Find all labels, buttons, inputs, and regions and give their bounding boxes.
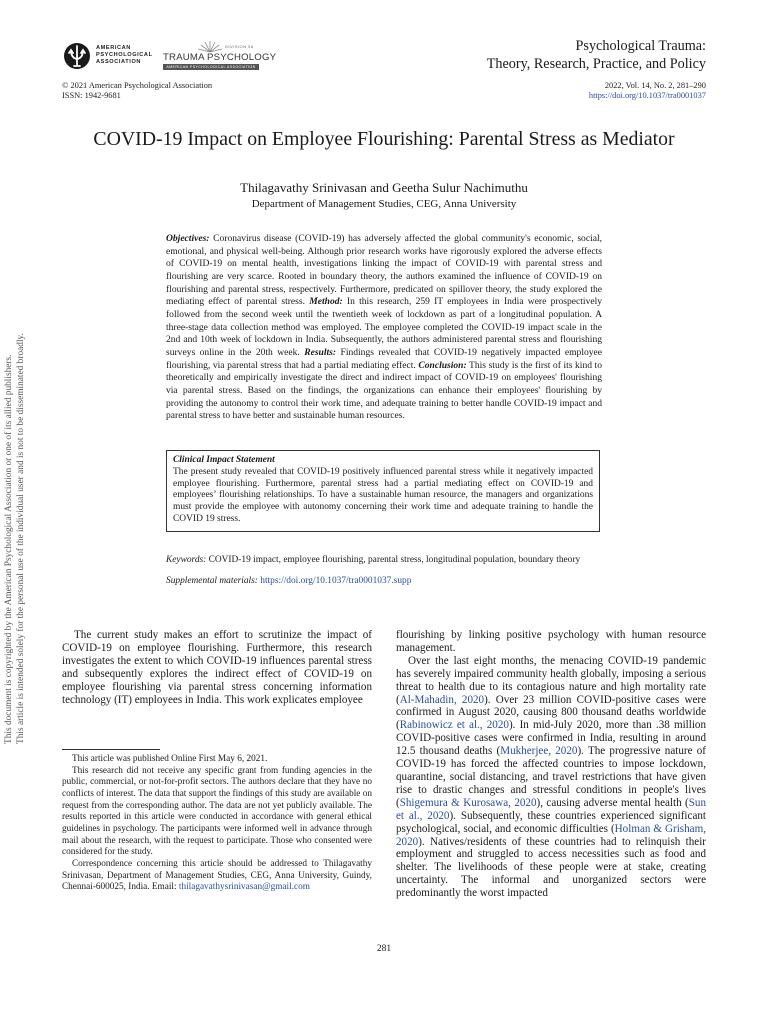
copyright-block: [62, 81, 212, 100]
body-paragraph: flourishing by linking positive psychology with human resource management.: [396, 629, 706, 654]
footnote-online-first: This article was published Online First May 6, 2021.: [72, 754, 268, 764]
correspondence-text: Correspondence concerning this article should be addressed to Thilagavathy Srinivasan, Department of Management Studies, CEG, Anna University, Guindy, Chennai-600025, India. Email:: [62, 858, 372, 893]
footnote-funding: This research did not receive any specific grant from funding agencies in the public, commercial, or not-for-profit sectors. The authors declare that they have no conflicts of interest. The data that support the findings of this study are available on request from the corresponding author. The data are not yet publicly available. The results reported in this article were conducted in accordance with general ethical guidelines in psychology. The participants were informed well in advance through mail about the research, with the request to participate. Those who consented were considered for the study.: [62, 765, 372, 858]
citation-link[interactable]: Al-Mahadin, 2020: [399, 693, 485, 706]
results-label: Results:: [304, 346, 337, 358]
keywords-text: COVID-19 impact, employee flourishing, parental stress, longitudinal population, boundary theory: [208, 555, 581, 565]
affiliation: Department of Management Studies, CEG, Anna University: [251, 198, 517, 210]
clinical-impact-title: Clinical Impact Statement: [173, 455, 275, 465]
apa-logo-line: PSYCHOLOGICAL: [96, 52, 153, 58]
supplemental-materials: [166, 575, 411, 587]
objectives-label: Objectives:: [166, 233, 210, 244]
footnote-divider: [62, 749, 160, 750]
trauma-logo-bar: AMERICAN PSYCHOLOGICAL ASSOCIATION: [163, 64, 259, 70]
trauma-logo-name: TRAUMA PSYCHOLOGY: [163, 52, 277, 63]
side-notice-line: This article is intended solely for the personal use of the individual user and is not to be disseminated broadly.: [16, 333, 27, 744]
body-text: ). In mid-July 2020, more than .38 million COVID-positive cases were confirmed in India, resulting in around 12.5 thousand deaths (: [396, 719, 707, 758]
body-column-right: [396, 629, 706, 900]
page-number: 281: [376, 944, 392, 954]
abstract: [166, 233, 602, 423]
apa-emblem-icon: [62, 42, 92, 70]
objectives-text: Coronavirus disease (COVID-19) has adversely affected the global community's economic, social, emotional, and physical well-being. Although prior research works have rigorously explored the adverse effects of COVID-19 on mental health, investigations linking the impact of COVID-19 with parental stress and flourishing are very scarce. Rooted in boundary theory, the authors examined the influence of COVID-19 on flourishing and parental stress, respectively. Furthermore, predicated on spillover theory, the study explored the mediating effect of parental stress.: [166, 233, 602, 308]
apa-logo-line: ASSOCIATION: [96, 59, 142, 65]
body-text: ), causing adverse mental health (: [536, 796, 689, 809]
conclusion-text: This study is the first of its kind to theoretically and empirically investigate the direct and indirect impact of COVID-19 on employees' flourishing via parental stress. Based on the findings, the organizations can enhance their employees' flourishing by providing the autonomy to control their work time, and adequate training to better handle COVID-19 impact and parental stress to have better and sustainable human resources.: [166, 359, 602, 422]
body-text: ). Natives/residents of these countries had to relinquish their employment and struggled to access necessities such as food and shelter. The livelihoods of these people were at stake, creating uncertainty. The informal and unorganized sectors were predominantly the worst impacted: [396, 835, 706, 900]
citation-link[interactable]: Sun et al., 2020: [396, 796, 707, 822]
sunburst-icon: [197, 40, 223, 52]
footnote-correspondence: [62, 859, 372, 894]
apa-logo-line: AMERICAN: [96, 45, 131, 51]
author-email-link[interactable]: thilagavathysrinivasan@gmail.com: [178, 882, 310, 893]
clinical-impact-box: [166, 450, 600, 532]
apa-logo: [62, 42, 162, 70]
body-text: ). Subsequently, these countries experienced significant psychological, social, and economic difficulties (: [396, 809, 706, 835]
body-text: Over the last eight months, the menacing COVID-19 pandemic has severely impaired community health globally, imposing a serious threat to health due to its contagious nature and high mortality rate (: [396, 654, 706, 706]
journal-title-line: Theory, Research, Practice, and Policy: [486, 56, 706, 72]
body-paragraph: [396, 655, 706, 900]
keywords-label: Keywords:: [166, 555, 207, 565]
side-notice-line: This document is copyrighted by the American Psychological Association or one of its allied publishers.: [4, 354, 14, 744]
issue-text: 2022, Vol. 14, No. 2, 281–290: [604, 81, 706, 90]
body-text: ). Over 23 million COVID-positive cases were confirmed in August 2020, causing 800 thousand deaths worldwide (: [396, 693, 706, 732]
citation-link[interactable]: Rabinowicz et al., 2020: [399, 719, 509, 732]
clinical-impact-text: The present study revealed that COVID-19 positively influenced parental stress while it negatively impacted employee flourishing. Furthermore, parental stress had a partial mediating effect on COVID-19 and employees’ flourishing relationships. To have a sustainable human resource, the managers and organizations must provide the employee with autonomy concerning their work time and adequate training to handle the COVID 19 stress.: [173, 466, 593, 524]
body-column-left: [62, 629, 372, 706]
issue-block: [589, 81, 706, 100]
authors: Thilagavathy Srinivasan and Geetha Sulur Nachimuthu: [240, 180, 528, 195]
footnotes: [62, 754, 372, 894]
journal-title-line: Psychological Trauma:: [575, 38, 706, 54]
supplemental-label: Supplemental materials:: [166, 576, 258, 586]
citation-link[interactable]: Holman & Grisham, 2020: [396, 822, 706, 848]
method-label: Method:: [309, 296, 343, 308]
trauma-division-label: DIVISION 56: [225, 44, 254, 49]
body-text: ). The progressive nature of COVID-19 has forced the affected countries to impose lockdown, quarantine, social distancing, and travel restrictions that have given rise to drastic changes and stressful conditions in people's lives (: [396, 745, 706, 809]
body-paragraph: The current study makes an effort to scrutinize the impact of COVID-19 on employee flourishing. Furthermore, this research investigates the extent to which COVID-19 influences parental stress and subsequently explores the indirect effect of COVID-19 on employee flourishing via parental stress concerning information technology (IT) employees in India. This work explicates employee: [62, 629, 372, 706]
issn-text: ISSN: 1942-9681: [62, 90, 121, 100]
citation-link[interactable]: Shigemura & Kurosawa, 2020: [399, 796, 537, 809]
copyright-side-notice: [3, 284, 27, 744]
keywords: [166, 554, 580, 566]
copyright-text: © 2021 American Psychological Association: [62, 81, 213, 90]
article-title: COVID-19 Impact on Employee Flourishing: Parental Stress as Mediator: [93, 128, 675, 150]
journal-title: [487, 37, 706, 73]
trauma-psychology-logo: [163, 40, 277, 74]
citation-link[interactable]: Mukherjee, 2020: [500, 745, 578, 758]
conclusion-label: Conclusion:: [418, 359, 467, 371]
results-text: Findings revealed that COVID-19 negatively impacted employee flourishing, via parental stress that had a partial mediating effect.: [166, 346, 602, 371]
method-text: In this research, 259 IT employees in India were prospectively followed from the second week until the twentieth week of lockdown as part of a longitudinal population. A three-stage data collection method was employed. The employee completed the COVID-19 impact scale in the 2nd and 10th week of lockdown in India. Subsequently, the authors administered parental stress and flourishing surveys online in the 20th week.: [166, 296, 603, 358]
doi-link[interactable]: https://doi.org/10.1037/tra0001037: [588, 90, 706, 100]
supplemental-link[interactable]: https://doi.org/10.1037/tra0001037.supp: [260, 576, 412, 586]
